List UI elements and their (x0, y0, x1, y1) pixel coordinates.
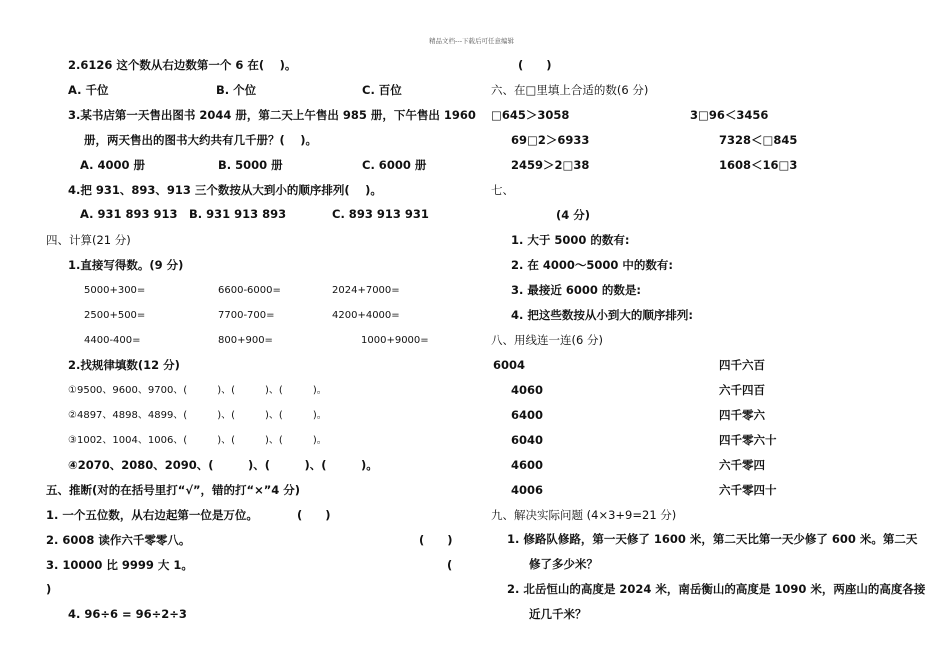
fill-item: 7328＜□845 (719, 133, 798, 147)
option-a: A. 4000 册 (80, 158, 145, 172)
problem-2-line1: 2. 北岳恒山的高度是 2024 米，南岳衡山的高度是 1090 米，两座山的高度各接 (507, 582, 926, 596)
judge-item-2: 2. 6008 读作六千零零八。 (46, 533, 191, 547)
section-4-part-1: 1.直接写得数。(9 分) (68, 258, 184, 272)
calc-item: 4200+4000= (332, 310, 400, 321)
option-c: C. 百位 (362, 83, 402, 97)
match-word: 六千四百 (719, 383, 765, 397)
match-number: 6004 (493, 358, 526, 372)
calc-item: 4400-400= (84, 335, 141, 346)
section-9-title: 九、解决实际问题 (4×3+9=21 分) (491, 508, 677, 522)
fill-item: 3□96＜3456 (690, 108, 769, 122)
fill-item: 1608＜16□3 (719, 158, 798, 172)
question-2: 2.6126 这个数从右边数第一个 6 在( )。 (68, 58, 297, 72)
judge-item-3: 3. 10000 比 9999 大 1。 (46, 558, 193, 572)
option-c: C. 893 913 931 (332, 207, 429, 221)
answer-paren-open: ( (447, 558, 453, 572)
judge-item-4: 4. 96÷6 = 96÷2÷3 (68, 607, 187, 621)
section-4-part-2: 2.找规律填数(12 分) (68, 358, 180, 372)
section-7-score: (4 分) (556, 208, 591, 222)
match-number: 6400 (511, 408, 544, 422)
calc-item: 800+900= (218, 335, 273, 346)
answer-paren: ( ) (518, 58, 552, 72)
section-7-item: 2. 在 4000～5000 中的数有: (511, 258, 673, 272)
calc-item: 1000+9000= (361, 335, 429, 346)
question-4: 4.把 931、893、913 三个数按从大到小的顺序排列( )。 (68, 183, 382, 197)
match-word: 四千零六 (719, 408, 765, 422)
section-7-item: 4. 把这些数按从小到大的顺序排列: (511, 308, 693, 322)
calc-item: 2024+7000= (332, 285, 400, 296)
match-number: 4006 (511, 483, 544, 497)
option-b: B. 931 913 893 (189, 207, 287, 221)
section-7-item: 1. 大于 5000 的数有: (511, 233, 630, 247)
section-8-title: 八、用线连一连(6 分) (491, 333, 603, 347)
answer-paren: ( ) (297, 508, 331, 522)
calc-item: 5000+300= (84, 285, 146, 296)
section-7-title: 七、 (491, 183, 514, 197)
option-b: B. 个位 (216, 83, 257, 97)
option-c: C. 6000 册 (362, 158, 427, 172)
match-number: 6040 (511, 433, 544, 447)
calc-item: 2500+500= (84, 310, 146, 321)
section-4-title: 四、计算(21 分) (46, 233, 131, 247)
answer-paren: ( ) (419, 533, 453, 547)
match-number: 4600 (511, 458, 544, 472)
question-3-line1: 3.某书店第一天售出图书 2044 册，第二天上午售出 985 册，下午售出 1960 (68, 108, 476, 122)
option-b: B. 5000 册 (218, 158, 283, 172)
match-word: 六千零四十 (719, 483, 777, 497)
problem-1-line2: 修了多少米？ (529, 557, 598, 571)
problem-2-line2: 近几千米？ (529, 607, 587, 621)
section-6-title: 六、在□里填上合适的数(6 分) (491, 83, 649, 97)
fill-item: □645＞3058 (491, 108, 570, 122)
pattern-item: ②4897、4898、4899、( )、( )、( )。 (68, 410, 327, 421)
match-word: 六千零四 (719, 458, 765, 472)
pattern-item: ①9500、9600、9700、( )、( )、( )。 (68, 385, 327, 396)
section-7-item: 3. 最接近 6000 的数是: (511, 283, 641, 297)
match-word: 四千零六十 (719, 433, 777, 447)
pattern-item: ④2070、2080、2090、( )、( )、( )。 (68, 458, 378, 472)
problem-1-line1: 1. 修路队修路，第一天修了 1600 米，第二天比第一天少修了 600 米。第二天 (507, 532, 918, 546)
option-a: A. 千位 (68, 83, 109, 97)
answer-paren-close: ) (46, 582, 52, 596)
calc-item: 6600-6000= (218, 285, 281, 296)
fill-item: 2459＞2□38 (511, 158, 590, 172)
match-number: 4060 (511, 383, 544, 397)
section-5-title: 五、推断(对的在括号里打“√”，错的打“×”4 分) (46, 483, 301, 497)
judge-item-1: 1. 一个五位数，从右边起第一位是万位。 (46, 508, 258, 522)
option-a: A. 931 893 913 (80, 207, 178, 221)
page-header: 精品文档---下载后可任意编辑 (429, 37, 515, 45)
pattern-item: ③1002、1004、1006、( )、( )、( )。 (68, 435, 327, 446)
fill-item: 69□2＞6933 (511, 133, 590, 147)
match-word: 四千六百 (719, 358, 765, 372)
calc-item: 7700-700= (218, 310, 275, 321)
question-3-line2: 册，两天售出的图书大约共有几千册？( )。 (84, 133, 318, 147)
